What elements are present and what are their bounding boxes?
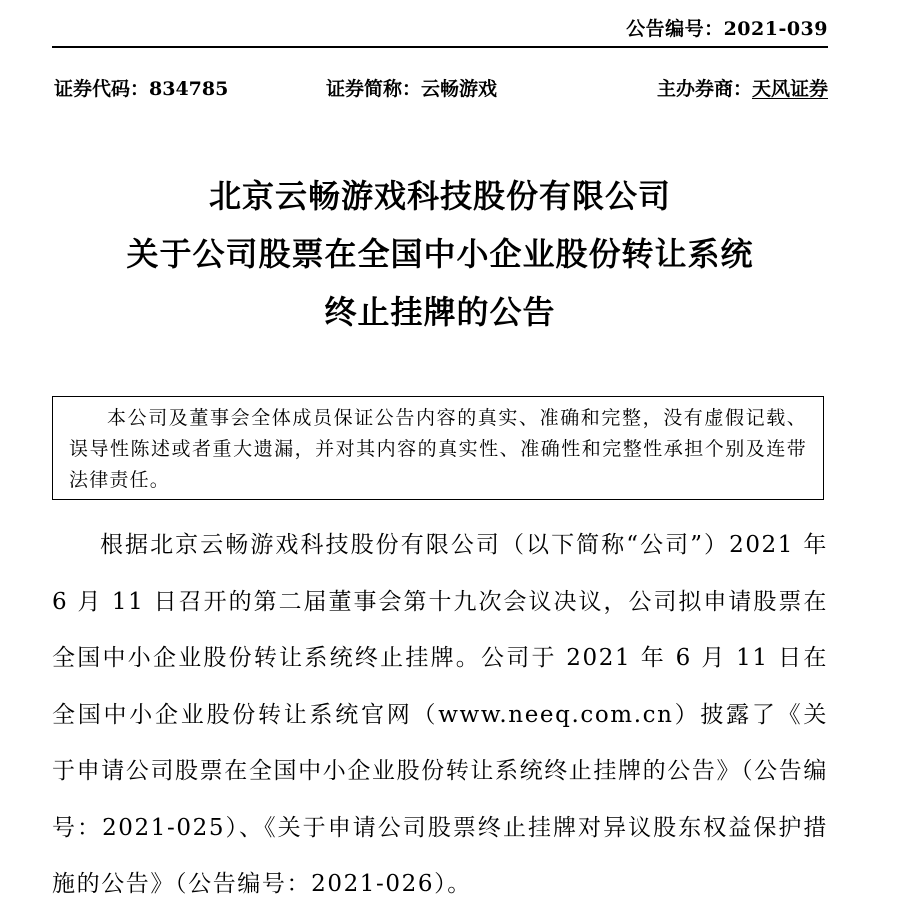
- document-title: [52, 167, 828, 341]
- title-line-company: 北京云畅游戏科技股份有限公司: [208, 177, 671, 215]
- header-divider: [52, 46, 828, 48]
- body-paragraph: 根据北京云畅游戏科技股份有限公司（以下简称“公司”）2021 年 6 月 11 日召开的第二届董事会第十九次会议决议，公司拟申请股票在全国中小企业股份转让系统终止挂牌。公司于 2021 年 6 月 11 日在全国中小企业股份转让系统官网（www.neeq.com.cn）披露了《关于申请公司股票在全国中小企业股份转让系统终止挂牌的公告》（公告编号：2021-025）、《关于申请公司股票终止挂牌对异议股东权益保护措施的公告》（公告编号：2021-026）。: [52, 532, 828, 897]
- board-guarantee-notice: 本公司及董事会全体成员保证公告内容的真实、准确和完整，没有虚假记载、误导性陈述或者重大遗漏，并对其内容的真实性、准确性和完整性承担个别及连带法律责任。: [52, 396, 824, 500]
- announcement-number: 公告编号：2021-039: [626, 18, 828, 40]
- sponsor-broker-value: 天风证券: [751, 78, 828, 100]
- securities-abbreviation-label: 证券简称：: [326, 78, 422, 100]
- securities-code-value: 834785: [149, 78, 229, 100]
- securities-abbreviation-value: 云畅游戏: [421, 78, 498, 100]
- securities-info-row: [54, 74, 828, 102]
- sponsor-broker: [657, 74, 828, 101]
- securities-abbreviation: [326, 74, 497, 101]
- title-line-topic: 终止挂牌的公告: [324, 293, 556, 331]
- title-line-subject: 关于公司股票在全国中小企业股份转让系统: [126, 235, 754, 273]
- securities-code: [54, 74, 228, 101]
- sponsor-broker-label: 主办券商：: [656, 78, 752, 100]
- securities-code-label: 证券代码：: [54, 78, 150, 100]
